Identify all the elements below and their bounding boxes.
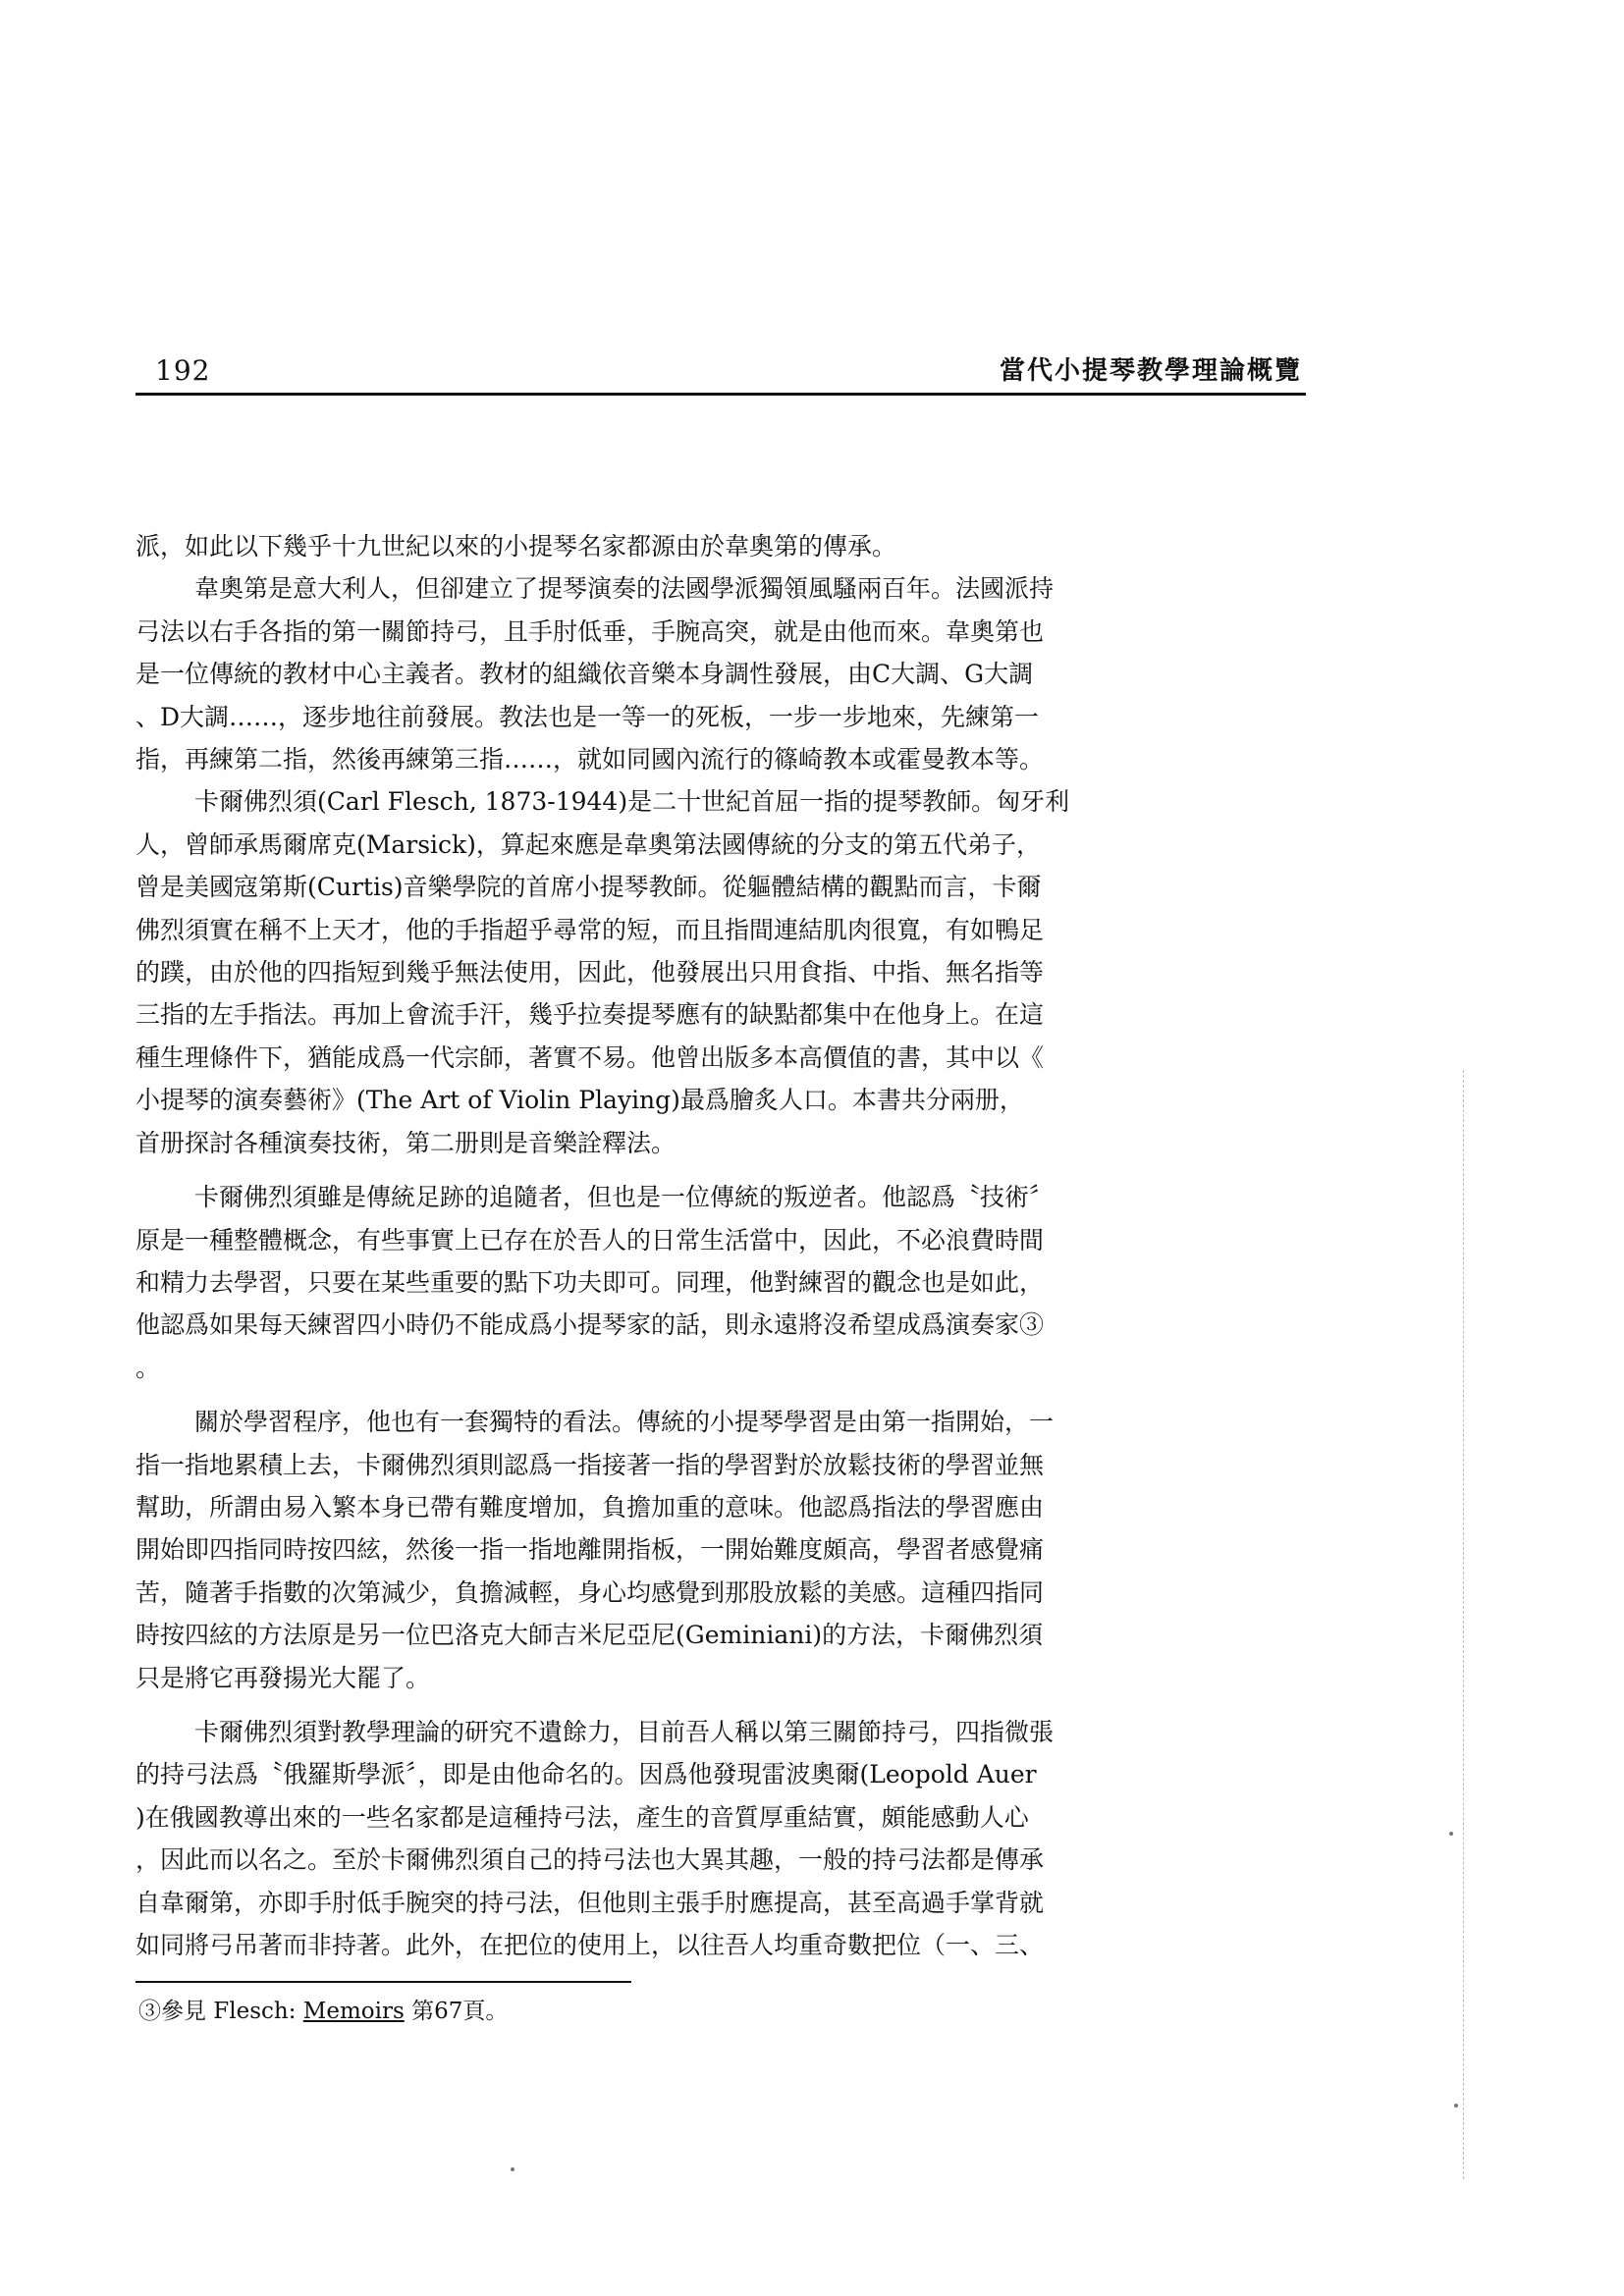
scan-artifact-dot [511,2167,514,2171]
page-header [135,346,1306,396]
text-line: 指，再練第二指，然後再練第三指……，就如同國內流行的篠崎教本或霍曼教本等。 [135,745,1045,774]
text-line: 原是一種整體概念，有些事實上已存在於吾人的日常生活當中，因此，不必浪費時間 [135,1225,1045,1255]
footnote-divider [135,1981,631,1983]
text-line: 自韋爾第，亦即手肘低手腕突的持弓法，但他則主張手肘應提高，甚至高過手掌背就 [135,1888,1045,1917]
paragraph-start-line: 卡爾佛烈須對教學理論的研究不遺餘力，目前吾人稱以第三關節持弓，四指微張 [194,1717,1055,1746]
text-line: 、D大調……，逐步地往前發展。教法也是一等一的死板，一步一步地來，先練第一 [135,702,1040,731]
text-line: 幫助，所謂由易入繁本身已帶有難度增加，負擔加重的意味。他認爲指法的學習應由 [135,1492,1045,1522]
text-line: 苦，隨著手指數的次第減少，負擔減輕，身心均感覺到那股放鬆的美感。這種四指同 [135,1577,1045,1607]
text-line: 曾是美國寇第斯(Curtis)音樂學院的首席小提琴教師。從軀體結構的觀點而言，卡爾 [135,873,1042,902]
text-line: 人，曾師承馬爾席克(Marsick)，算起來應是韋奧第法國傳統的分支的第五代弟子， [135,829,1041,859]
paragraph-start-line: 韋奧第是意大利人，但卻建立了提琴演奏的法國學派獨領風騷兩百年。法國派持 [194,574,1055,604]
text-line: 的持弓法爲〝俄羅斯學派〞，即是由他命名的。因爲他發現雷波奧爾(Leopold Auer [135,1760,1037,1789]
text-line: 小提琴的演奏藝術》(The Art of Violin Playing)最爲膾炙人口。本書共分兩册， [135,1086,1024,1115]
text-line: 三指的左手指法。再加上會流手汗，幾乎拉奏提琴應有的缺點都集中在他身上。在這 [135,1000,1045,1030]
text-line: 開始即四指同時按四絃，然後一指一指地離開指板，一開始難度頗高，學習者感覺痛 [135,1535,1045,1565]
paragraph-start-line: 卡爾佛烈須(Carl Flesch, 1873-1944)是二十世紀首屈一指的提琴教師。匈牙利 [194,787,1070,817]
text-line: )在俄國教導出來的一些名家都是這種持弓法，產生的音質厚重結實，頗能感動人心 [135,1802,1029,1832]
text-line: 。 [135,1353,161,1382]
paragraph-start-line: 卡爾佛烈須雖是傳統足跡的追隨者，但也是一位傳統的叛逆者。他認爲〝技術〞 [194,1183,1055,1212]
scan-artifact-dot [1449,1832,1453,1836]
text-line: 如同將弓吊著而非持著。此外，在把位的使用上，以往吾人均重奇數把位（一、三、 [135,1931,1045,1959]
text-line: 和精力去學習，只要在某些重要的點下功夫即可。同理，他對練習的觀念也是如此， [135,1267,1045,1297]
text-line: 只是將它再發揚光大罷了。 [135,1663,431,1692]
text-line: 弓法以右手各指的第一關節持弓，且手肘低垂，手腕高突，就是由他而來。韋奧第也 [135,616,1045,646]
text-line: 佛烈須實在稱不上天才，他的手指超乎尋常的短，而且指間連結肌肉很寬，有如鴨足 [135,915,1045,944]
text-line: 種生理條件下，猶能成爲一代宗師，著實不易。他曾出版多本高價值的書，其中以《 [135,1042,1045,1072]
paragraph-start-line: 關於學習程序，他也有一套獨特的看法。傳統的小提琴學習是由第一指開始，一 [194,1408,1055,1437]
text-line: 派，如此以下幾乎十九世紀以來的小提琴名家都源由於韋奧第的傳承。 [135,532,897,561]
footnote [138,1993,508,2025]
scan-artifact-line [1463,1070,1464,2179]
text-line: 時按四絃的方法原是另一位巴洛克大師吉米尼亞尼(Geminiani)的方法，卡爾佛烈須 [135,1621,1044,1650]
footnote-book-title: Memoirs [302,1999,405,2024]
text-line: 首册探討各種演奏技術，第二册則是音樂詮釋法。 [135,1128,677,1157]
body-text [135,525,1239,1966]
text-line: 是一位傳統的教材中心主義者。教材的組織依音樂本身調性發展，由C大調、G大調 [135,660,1034,689]
text-line: ，因此而以名之。至於卡爾佛烈須自己的持弓法也大異其趣，一般的持弓法都是傳承 [135,1845,1045,1875]
running-title: 當代小提琴教學理論概覽 [999,356,1302,386]
text-line: 他認爲如果每天練習四小時仍不能成爲小提琴家的話，則永遠將沒希望成爲演奏家③ [135,1310,1045,1340]
footnote-suffix: 第67頁。 [404,1999,509,2024]
footnote-prefix: ③參見 Flesch: [138,1999,303,2024]
scan-artifact-dot [1454,2104,1458,2108]
text-line: 的蹼，由於他的四指短到幾乎無法使用，因此，他發展出只用食指、中指、無名指等 [135,958,1045,988]
text-line: 指一指地累積上去，卡爾佛烈須則認爲一指接著一指的學習對於放鬆技術的學習並無 [135,1450,1045,1479]
page-number: 192 [155,354,211,387]
